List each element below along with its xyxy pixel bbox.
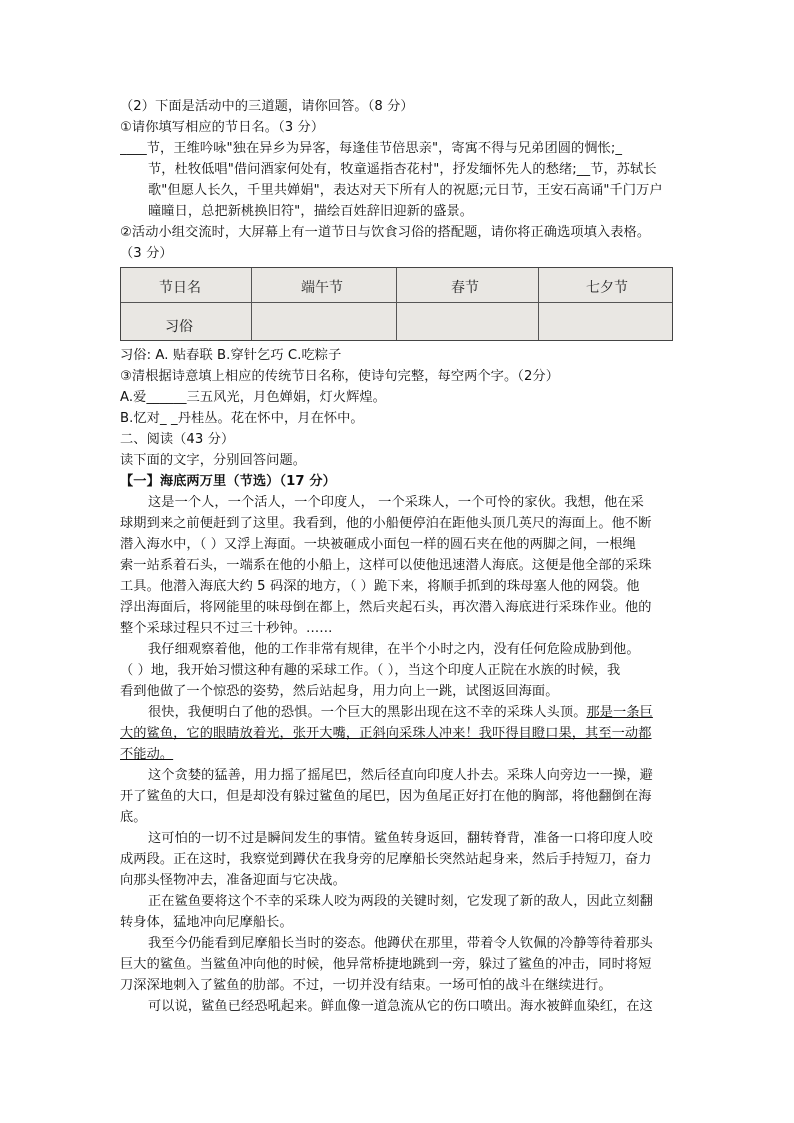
passage-line: 索一站系着石头，一端系在他的小船上，这样可以使他迅速潜人海底。这便是他全部的采珠	[120, 558, 652, 573]
custom-options: 习俗: A. 贴春联 B.穿针乞巧 C.吃粽子	[120, 348, 342, 363]
q2-sub1-line: 歌"但愿人长久，千里共婵娟"，表达对天下所有人的祝愿;元日节，王安石高诵"千门万户	[148, 183, 663, 198]
passage-line: 球期到来之前便赶到了这里。我看到，他的小船便停泊在距他头顶几英尺的海面上。他不断	[120, 516, 652, 531]
passage-line: 底。	[120, 810, 147, 825]
q2-sub1-line: 曈曈日，总把新桃换旧符"，描绘百姓辞旧迎新的盛景。	[148, 204, 474, 219]
passage-line: 可以说，鲨鱼已经恐吼起来。鲜血像一道急流从它的伤口喷出。海水被鲜血染红，在这	[148, 999, 653, 1014]
table-head-festival: 节日名	[159, 280, 201, 296]
q2-sub2-line: ②活动小组交流时，大屏幕上有一道节日与饮食习俗的搭配题，请你将正确选项填入表格。	[120, 225, 651, 240]
passage-line: 潜入海水中，（ ）又浮上海面。一块被砸成小面包一样的圆石夹在他的两脚之间，一根绳	[120, 537, 636, 552]
q2-sub3-title: ③清根据诗意填上相应的传统节日名称，使诗句完整，每空两个字。（2分）	[120, 369, 560, 384]
passage-line: 向那头怪物冲去，准备迎面与它决战。	[120, 873, 346, 888]
passage-line: 这可怕的一切不过是瞬间发生的事情。鲨鱼转身返回，翻转脊背，准备一口将印度人咬	[148, 831, 653, 846]
q2-sub3-b: B.忆对_ _丹桂丛。花在怀中，月在怀中。	[120, 411, 364, 426]
q2-sub1-title: ①请你填写相应的节日名。（3 分）	[120, 120, 325, 135]
underlined-text: 不能动。	[120, 747, 174, 762]
table-divider	[121, 302, 672, 303]
q2-header: （2）下面是活动中的三道题，请你回答。（8 分）	[120, 99, 414, 114]
passage-line: 浮出海面后，将网能里的味母倒在都上，然后夹起石头，再次潜入海底进行采珠作业。他的	[120, 600, 652, 615]
q2-sub2-line: （3 分）	[120, 246, 173, 261]
passage-line: 这是一个人，一个活人，一个印度人， 一个采珠人，一个可怜的家伙。我想，他在采	[148, 495, 644, 510]
underlined-text: 那是一条巨	[586, 705, 653, 720]
passage-line: （ ）地，我开始习惯这种有趣的采球工作。（ ），当这个印度人正院在水族的时候，我	[120, 663, 621, 678]
passage-text: 很快，我便明白了他的恐惧。一个巨大的黑影出现在这不幸的采珠人头顶。	[148, 705, 587, 720]
table-divider	[538, 268, 539, 340]
passage-line: 我至今仍能看到尼摩船长当时的姿态。他蹲伏在那里，带着令人钦佩的冷静等待着那头	[148, 936, 653, 951]
table-cell-festival: 七夕节	[586, 280, 628, 296]
section2-title: 二、阅读（43 分）	[120, 432, 235, 447]
passage-line: 正在鲨鱼要将这个不幸的采珠人咬为两段的关键时刻，它发现了新的敌人，因此立刻翻	[148, 894, 653, 909]
q2-sub1-line: ____节，王维吟咏"独在异乡为异客，每逢佳节倍思亲"，寄寓不得与兄弟团圆的惆怅;_	[120, 141, 623, 156]
passage-line: 巨大的鲨鱼。当鲨鱼冲向他的时候，他异常桥捷地跳到一旁，躲过了鲨鱼的冲击，同时将短	[120, 957, 652, 972]
section2-instruction: 读下面的文字，分别回答问题。	[120, 453, 307, 468]
passage-line: 刀深深地刺入了鲨鱼的肋部。不过，一切并没有结束。一场可怕的战斗在继续进行。	[120, 978, 612, 993]
passage-title: 【一】海底两万里（节选）（17 分）	[120, 474, 336, 489]
q2-sub3-a: A.爱______三五风光，月色婵娟，灯火辉煌。	[120, 390, 386, 405]
festival-custom-table	[120, 267, 673, 341]
underlined-text: 大的鲨鱼，它的眼睛放着光，张开大嘴，正斜向采珠人冲来！我吓得目瞪口果，其至一动都	[120, 726, 652, 741]
table-cell-festival: 端午节	[301, 280, 343, 296]
table-cell-festival: 春节	[451, 280, 479, 296]
passage-line: 成两段。正在这时，我察觉到蹲伏在我身旁的尼摩船长突然站起身来，然后手持短刀，奋力	[120, 852, 652, 867]
passage-line	[148, 703, 680, 723]
table-head-custom: 习俗	[165, 319, 193, 335]
q2-sub1-line: 节，杜牧低唱"借问酒家何处有，牧童遥指杏花村"，抒发缅怀先人的愁绪;__节，苏轼长	[148, 162, 657, 177]
passage-line: 工具。他潜入海底大约 5 码深的地方，（ ）跪下来，将顺手抓到的珠母塞人他的网袋。他	[120, 579, 640, 594]
passage-line: 转身体，猛地冲向尼摩船长。	[120, 915, 293, 930]
passage-line: 开了鲨鱼的大口，但是却没有躲过鲨鱼的尾巴，因为鱼尾正好打在他的胸部，将他翻倒在海	[120, 789, 652, 804]
passage-line: 我仔细观察着他，他的工作非常有规律，在半个小时之内，没有任何危险成胁到他。	[148, 642, 640, 657]
passage-line: 看到他做了一个惊恐的姿势，然后站起身，用力向上一跳，试图返回海面。	[120, 684, 559, 699]
passage-line: 整个采球过程只不过三十秒钟。……	[120, 621, 333, 636]
table-divider	[251, 268, 252, 340]
table-divider	[396, 268, 397, 340]
passage-line: 这个贪婪的猛善，用力摇了摇尾巴，然后径直向印度人扑去。采珠人向旁边一一操，避	[148, 768, 653, 783]
